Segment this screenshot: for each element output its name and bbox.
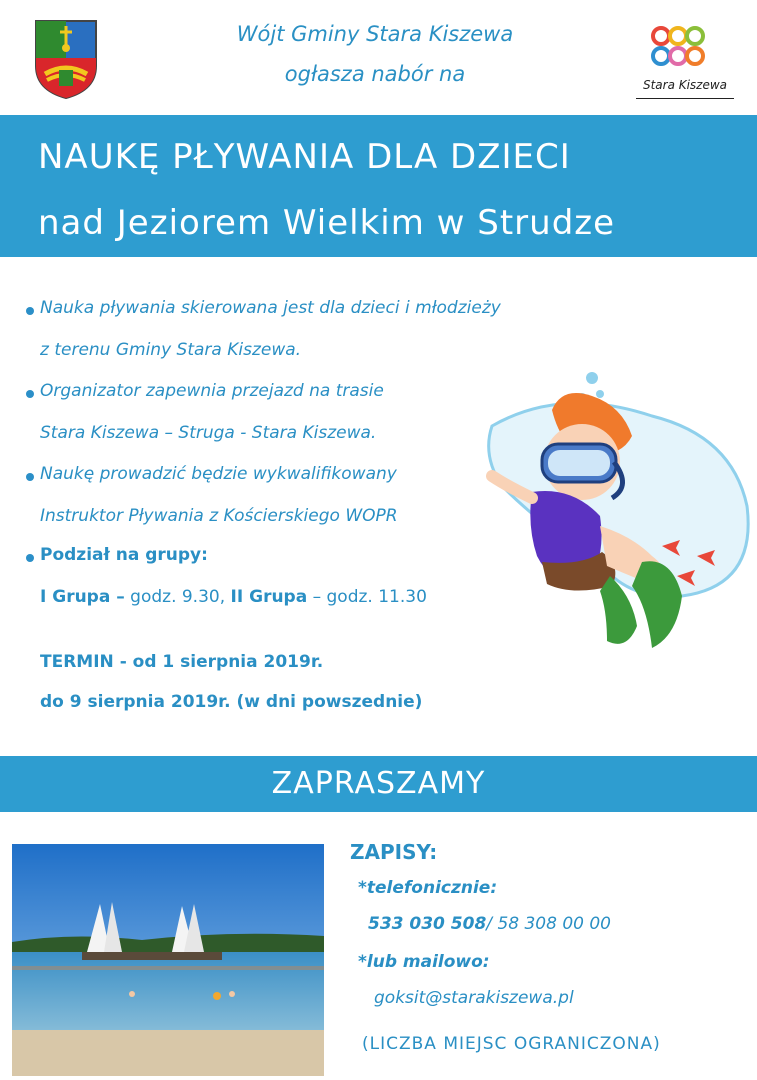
stara-kiszewa-logo — [630, 22, 740, 102]
limited-places-note: (LICZBA MIEJSC OGRANICZONA) — [362, 1034, 661, 1054]
phone-line — [368, 914, 611, 934]
group-2-label: II Grupa — [230, 587, 308, 607]
mail-label: *lub mailowo: — [358, 952, 490, 972]
group-2-time: – godz. 11.30 — [312, 587, 427, 607]
groups-line — [40, 587, 427, 607]
bullet-2-line-1: Organizator zapewnia przejazd na trasie — [40, 381, 384, 401]
phone-1: 533 030 508 — [368, 914, 487, 934]
bullet-1-line-1: Nauka pływania skierowana jest dla dzieci i młodzieży — [40, 298, 501, 318]
phone-label: *telefonicznie: — [358, 878, 498, 898]
swimming-child-illustration — [482, 366, 757, 656]
logo-underline — [636, 98, 734, 99]
title-line-1: NAUKĘ PŁYWANIA DLA DZIECI — [38, 137, 571, 177]
bullet-1-line-2: z terenu Gminy Stara Kiszewa. — [40, 340, 302, 360]
invite-band — [0, 756, 757, 812]
header-line-1: Wójt Gminy Stara Kiszewa — [236, 22, 514, 46]
bullet-2-dot — [26, 390, 34, 398]
lake-photo — [12, 844, 324, 1076]
bullet-2-line-2: Stara Kiszewa – Struga - Stara Kiszewa. — [40, 423, 377, 443]
group-1-time: godz. 9.30, — [130, 587, 226, 607]
signup-heading: ZAPISY: — [350, 840, 438, 864]
bullet-4-dot — [26, 554, 34, 562]
title-line-2: nad Jeziorem Wielkim w Strudze — [38, 203, 616, 243]
bullet-3-dot — [26, 473, 34, 481]
group-1-label: I Grupa – — [40, 587, 125, 607]
municipality-crest-icon — [33, 18, 99, 100]
term-line-2: do 9 sierpnia 2019r. (w dni powszednie) — [40, 692, 423, 712]
invite-text: ZAPRASZAMY — [271, 766, 486, 801]
term-line-1: TERMIN - od 1 sierpnia 2019r. — [40, 652, 324, 672]
email-address[interactable]: goksit@starakiszewa.pl — [374, 988, 574, 1008]
bullet-3-line-2: Instruktor Pływania z Kościerskiego WOPR — [40, 506, 398, 526]
phone-separator: / — [486, 914, 493, 934]
logo-flower-icon — [630, 22, 740, 78]
bullet-3-line-1: Naukę prowadzić będzie wykwalifikowany — [40, 464, 397, 484]
phone-2: 58 308 00 00 — [497, 914, 611, 934]
logo-text: Stara Kiszewa — [642, 78, 728, 92]
groups-heading: Podział na grupy: — [40, 545, 208, 565]
header-line-2: ogłasza nabór na — [284, 62, 466, 86]
title-band — [0, 115, 757, 257]
bullet-1-dot — [26, 307, 34, 315]
